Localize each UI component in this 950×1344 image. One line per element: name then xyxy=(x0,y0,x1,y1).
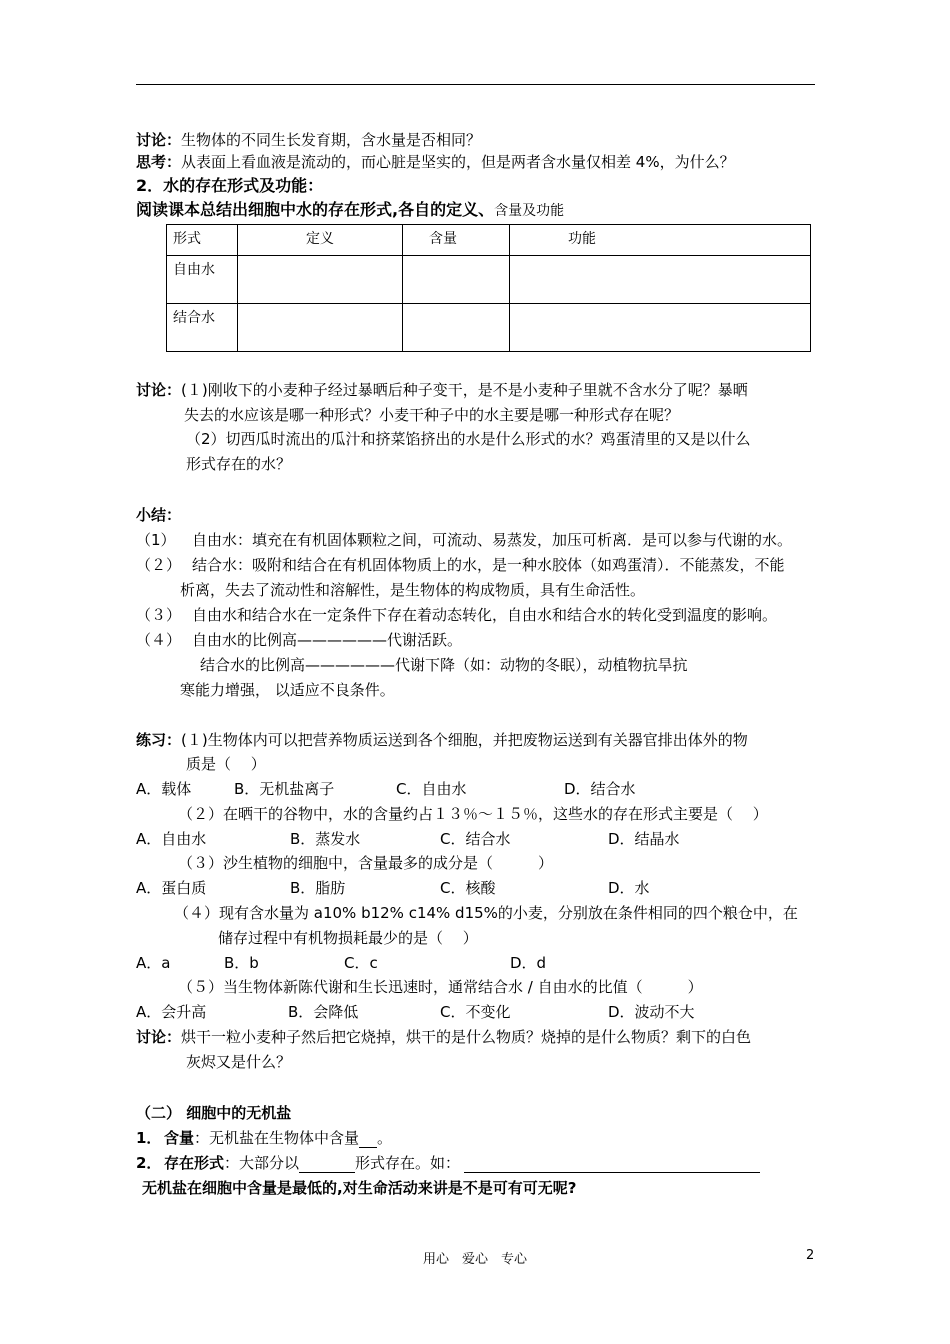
summary-num: （３） xyxy=(136,606,182,624)
summary-text: 结合水：吸附和结合在有机固体物质上的水，是一种水胶体（如鸡蛋清）．不能蒸发，不能 xyxy=(192,556,785,574)
option: D．波动不大 xyxy=(608,1003,695,1021)
option: B．会降低 xyxy=(288,1003,359,1021)
salts-form-label: 存在形式 xyxy=(164,1154,225,1172)
salts-content-text: ：无机盐在生物体中含量 xyxy=(194,1129,360,1147)
section-salts-title: （二） 细胞中的无机盐 xyxy=(136,1104,292,1122)
blank-underline xyxy=(299,1156,355,1173)
option: C．核酸 xyxy=(440,879,496,897)
table-row xyxy=(167,256,811,304)
discuss-label: 讨论： xyxy=(136,131,182,149)
reading-task-bold: 阅读课本总结出细胞中水的存在形式,各自的定义、 xyxy=(136,200,495,219)
think-label: 思考： xyxy=(136,153,182,171)
salts-form-num: 2． xyxy=(136,1154,162,1172)
summary-item xyxy=(200,655,688,675)
summary-item xyxy=(136,530,792,550)
header-rule xyxy=(136,84,815,85)
option: D．d xyxy=(510,954,547,972)
table-cell xyxy=(510,256,811,304)
summary-text: 结合水的比例高——————代谢下降（如：动物的冬眠），动植物抗旱抗 xyxy=(200,656,688,674)
think-text: 从表面上看血液是流动的，而心脏是坚实的，但是两者含水量仅相差 4%，为什么？ xyxy=(181,153,735,171)
option: C．结合水 xyxy=(440,830,511,848)
discuss-wheat-line4: 形式存在的水？ xyxy=(186,455,292,473)
practice-q1-line1 xyxy=(136,730,748,750)
option: A．载体 xyxy=(136,780,192,798)
option: D．结晶水 xyxy=(608,830,680,848)
option: A．自由水 xyxy=(136,830,207,848)
table-header-cell: 定义 xyxy=(238,225,403,256)
summary-item xyxy=(136,630,462,650)
discuss-text: 烘干一粒小麦种子然后把它烧掉，烘干的是什么物质？烧掉的是什么物质？剩下的白色 xyxy=(181,1028,752,1046)
option: C．自由水 xyxy=(396,780,467,798)
option: A．a xyxy=(136,954,171,972)
table-header-cell: 形式 xyxy=(167,225,238,256)
salts-form xyxy=(136,1153,760,1173)
summary-item xyxy=(136,555,785,575)
discuss-stage xyxy=(136,130,481,150)
blank-underline xyxy=(359,1131,377,1148)
table-cell xyxy=(238,256,403,304)
summary-text: 自由水：填充在有机固体颗粒之间，可流动、易蒸发，加压可析离．是可以参与代谢的水。 xyxy=(192,531,793,549)
practice-q4-line2: 储存过程中有机物损耗最少的是（ ） xyxy=(218,929,478,947)
discuss-burn-line2: 灰烬又是什么？ xyxy=(186,1053,292,1071)
discuss-burn-line1 xyxy=(136,1027,751,1047)
option: C．c xyxy=(344,954,378,972)
table-cell xyxy=(238,304,403,352)
reading-task-normal: 含量及功能 xyxy=(494,203,565,219)
page-number: 2 xyxy=(806,1248,815,1263)
option: D．结合水 xyxy=(564,780,636,798)
practice-q1-line2: 质是（ ） xyxy=(186,755,266,773)
salts-content-num: 1． xyxy=(136,1129,162,1147)
option: A．会升高 xyxy=(136,1003,207,1021)
table-header-row xyxy=(167,225,811,256)
table-cell xyxy=(403,256,510,304)
blank-underline xyxy=(464,1156,760,1173)
salts-content-end: 。 xyxy=(377,1129,393,1147)
summary-num: （４） xyxy=(136,631,182,649)
discuss-wheat-line3: （2）切西瓜时流出的瓜汁和挤菜馅挤出的水是什么形式的水？鸡蛋清里的又是以什么 xyxy=(186,430,751,448)
option: C．不变化 xyxy=(440,1003,511,1021)
discuss-wheat-line1 xyxy=(136,380,748,400)
option: B．脂肪 xyxy=(290,879,346,897)
practice-q4-line1: （４）现有含水量为 a10% b12% c14% d15%的小麦，分别放在条件相同的四个粮仓中，在 xyxy=(174,904,798,922)
summary-text: 析离，失去了流动性和溶解性，是生物体的构成物质，具有生命活性。 xyxy=(180,581,646,599)
think xyxy=(136,152,735,172)
option: B．b xyxy=(224,954,259,972)
option: B．无机盐离子 xyxy=(234,780,335,798)
salts-content xyxy=(136,1128,392,1148)
water-forms-table xyxy=(166,224,811,352)
discuss-wheat-line2: 失去的水应该是哪一种形式？小麦干种子中的水主要是哪一种形式存在呢？ xyxy=(184,406,680,424)
table-cell: 结合水 xyxy=(167,304,238,352)
section-water-forms: 2．水的存在形式及功能： xyxy=(136,176,324,195)
discuss-label: 讨论： xyxy=(136,1028,182,1046)
practice-q3: （３）沙生植物的细胞中，含量最多的成分是（ ） xyxy=(178,854,554,872)
table-header-cell: 功能 xyxy=(510,225,811,256)
footer-motto: 用心 爱心 专心 xyxy=(422,1252,527,1267)
table-cell xyxy=(403,304,510,352)
table-cell xyxy=(510,304,811,352)
reading-task xyxy=(136,200,564,221)
salts-form-text1: ：大部分以 xyxy=(224,1154,300,1172)
summary-num: （２） xyxy=(136,556,182,574)
salts-question: 无机盐在细胞中含量是最低的,对生命活动来讲是不是可有可无呢? xyxy=(142,1179,577,1197)
option: B．蒸发水 xyxy=(290,830,361,848)
summary-item xyxy=(136,605,777,625)
question-text: (１)生物体内可以把营养物质运送到各个细胞，并把废物运送到有关器官排出体外的物 xyxy=(181,731,748,749)
summary-label: 小结： xyxy=(136,506,182,524)
table-row xyxy=(167,304,811,352)
summary-text: 自由水的比例高——————代谢活跃。 xyxy=(192,631,463,649)
summary-text: 寒能力增强， 以适应不良条件。 xyxy=(180,681,395,699)
summary-item xyxy=(180,680,395,700)
practice-q2: （２）在晒干的谷物中，水的含量约占１３％～１５％，这些水的存在形式主要是（ ） xyxy=(178,805,768,823)
summary-item xyxy=(180,580,645,600)
table-cell: 自由水 xyxy=(167,256,238,304)
salts-content-label: 含量 xyxy=(164,1129,195,1147)
salts-form-text2: 形式存在。如： xyxy=(355,1154,461,1172)
discuss-text: 生物体的不同生长发育期，含水量是否相同？ xyxy=(181,131,482,149)
summary-text: 自由水和结合水在一定条件下存在着动态转化，自由水和结合水的转化受到温度的影响。 xyxy=(192,606,778,624)
practice-label: 练习： xyxy=(136,731,182,749)
discuss-text: (１)刚收下的小麦种子经过暴晒后种子变干，是不是小麦种子里就不含水分了呢？暴晒 xyxy=(181,381,748,399)
discuss-label: 讨论： xyxy=(136,381,182,399)
table-header-cell: 含量 xyxy=(403,225,510,256)
option: D．水 xyxy=(608,879,650,897)
practice-q5: （５）当生物体新陈代谢和生长迅速时，通常结合水 / 自由水的比值（ ） xyxy=(178,978,703,996)
option: A．蛋白质 xyxy=(136,879,207,897)
summary-num: （1） xyxy=(136,531,176,549)
